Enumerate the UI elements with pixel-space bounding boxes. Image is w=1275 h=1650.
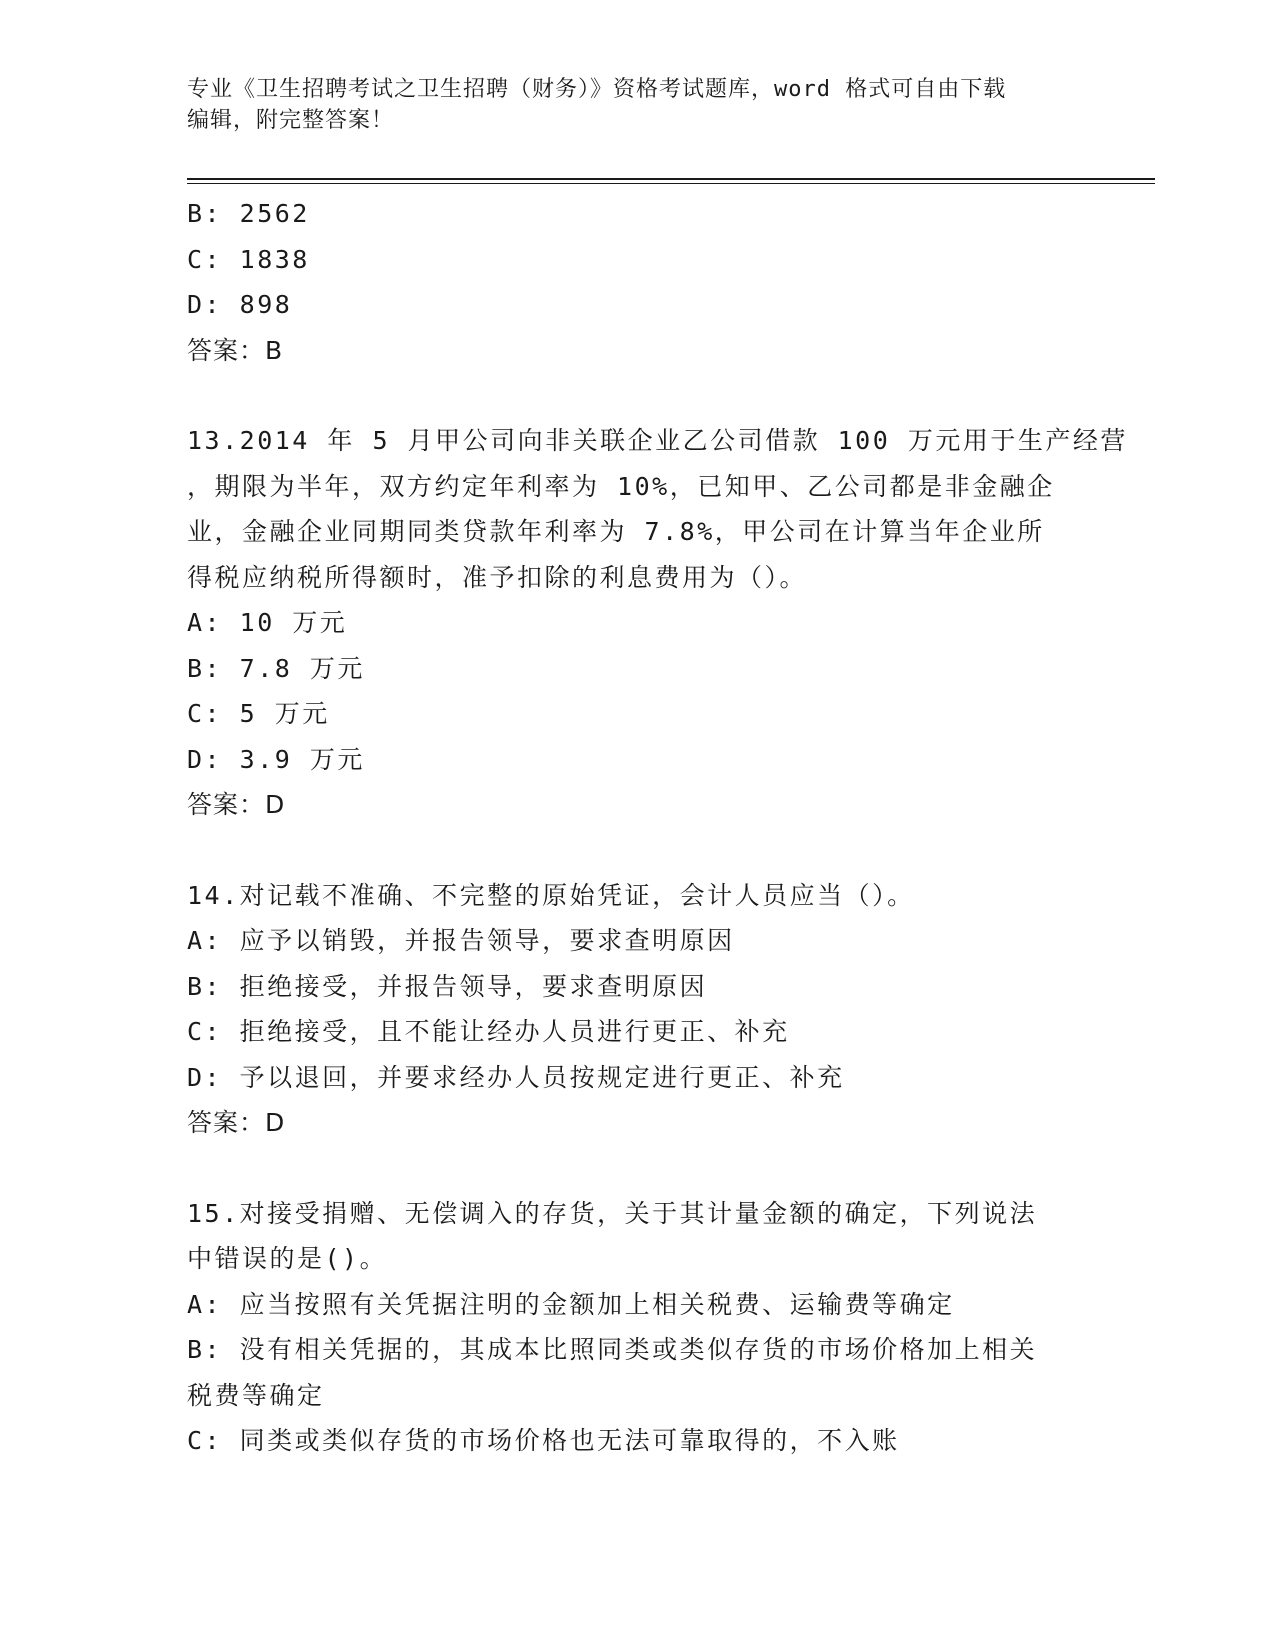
- q15-option-b-line-2: 税费等确定: [187, 1380, 325, 1410]
- q13-stem-line-2: ，期限为半年，双方约定年利率为 10%，已知甲、乙公司都是非金融企: [187, 471, 1055, 501]
- q13-option-d: D: 3.9 万元: [187, 744, 365, 774]
- header-line-2: 编辑，附完整答案！: [187, 108, 395, 133]
- q12-option-c: C: 1838: [187, 244, 310, 274]
- question-spacer: [187, 1146, 1087, 1191]
- question-spacer: [187, 828, 1087, 873]
- q14-stem: 14.对记载不准确、不完整的原始凭证，会计人员应当（）。: [187, 880, 915, 910]
- q15-option-b-line-1: B: 没有相关凭据的，其成本比照同类或类似存货的市场价格加上相关: [187, 1335, 1038, 1364]
- q13-option-b: B: 7.8 万元: [187, 653, 365, 683]
- q13-stem-line-1: 13.2014 年 5 月甲公司向非关联企业乙公司借款 100 万元用于生产经营: [187, 426, 1128, 455]
- q13-stem-line-3: 业，金融企业同期同类贷款年利率为 7.8%，甲公司在计算当年企业所: [187, 517, 1045, 546]
- header-divider-thin: [187, 183, 1155, 184]
- q14-option-b: B: 拒绝接受，并报告领导，要求查明原因: [187, 971, 708, 1001]
- q12-option-b: B: 2562: [187, 199, 310, 228]
- q14-option-c: C: 拒绝接受，且不能让经办人员进行更正、补充: [187, 1017, 790, 1046]
- q15-option-a: A: 应当按照有关凭据注明的金额加上相关税费、运输费等确定: [187, 1289, 955, 1319]
- q13-option-c: C: 5 万元: [187, 699, 330, 728]
- question-13: [187, 418, 1128, 828]
- header-line-1: 专业《卫生招聘考试之卫生招聘（财务）》资格考试题库，word 格式可自由下载: [187, 77, 1007, 102]
- q14-answer: 答案：D: [187, 1108, 286, 1137]
- question-12-continued: [187, 191, 1087, 373]
- question-14: [187, 873, 1087, 1146]
- q14-option-d: D: 予以退回，并要求经办人员按规定进行更正、补充: [187, 1062, 845, 1092]
- q13-answer: 答案：D: [187, 790, 286, 819]
- question-spacer: [187, 373, 1087, 418]
- q12-option-d: D: 898: [187, 290, 293, 319]
- q15-stem-line-2: 中错误的是()。: [187, 1244, 388, 1273]
- question-content: [187, 191, 1128, 1464]
- q13-option-a: A: 10 万元: [187, 608, 348, 637]
- q14-option-a: A: 应予以销毁，并报告领导，要求查明原因: [187, 926, 735, 955]
- question-15: [187, 1191, 1087, 1464]
- document-header: [187, 74, 1087, 136]
- q12-answer: 答案：B: [187, 335, 284, 365]
- q15-stem-line-1: 15.对接受捐赠、无偿调入的存货，关于其计量金额的确定，下列说法: [187, 1198, 1038, 1228]
- header-divider-thick: [187, 178, 1155, 180]
- q13-stem-line-4: 得税应纳税所得额时，准予扣除的利息费用为（）。: [187, 562, 808, 592]
- q15-option-c: C: 同类或类似存货的市场价格也无法可靠取得的，不入账: [187, 1426, 900, 1455]
